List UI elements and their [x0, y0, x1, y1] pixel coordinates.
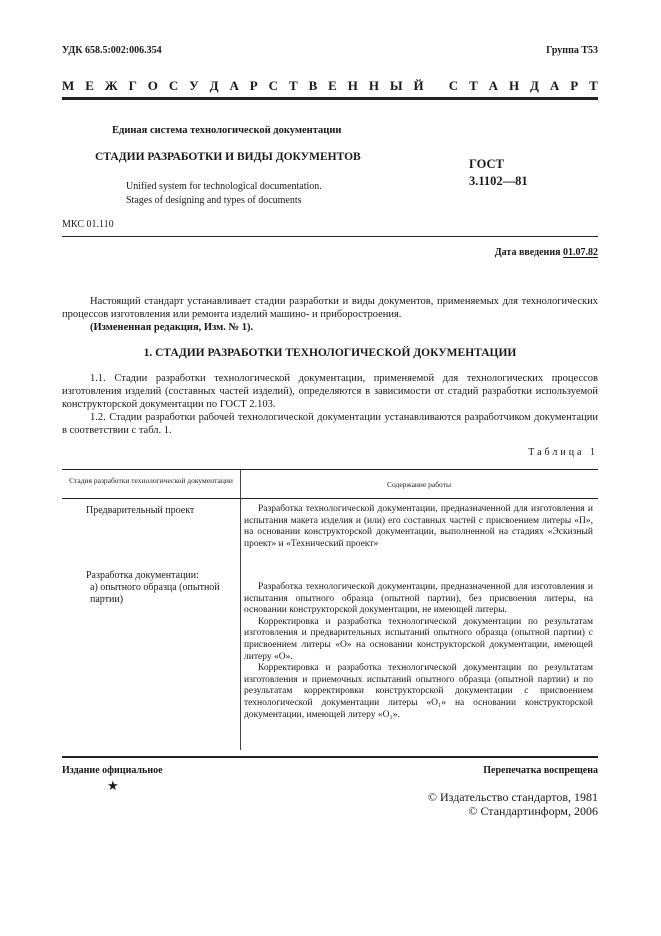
gost-designation	[469, 156, 528, 190]
heading-letter: С	[448, 78, 459, 93]
heading-letter: С	[268, 78, 279, 93]
interstate-standard-heading	[62, 78, 598, 94]
table-header-content: Содержание работы	[386, 480, 452, 489]
table-row2-content	[244, 582, 593, 721]
heading-letter: Й	[413, 78, 424, 93]
row2-content-2: Корректировка и разработка технологической документации по результатам изготовления и предварительных испытаний опытного образца (опытной партии) с присвоением литеры «О» на основании конструкторской документации, имеющей литеру «О».	[244, 616, 593, 662]
group-code: Группа Т53	[546, 45, 598, 56]
paragraph-1-2: 1.2. Стадии разработки рабочей технологической документации устанавливаются разработчиком документации в соответствии с табл. 1.	[62, 412, 598, 436]
paragraph-1-1: 1.1. Стадии разработки технологической документации, применяемой для технологических процессов изготовления изделий (составных частей изделий), определяются в зависимости от стадий разработки используемой конструкторской документации по ГОСТ 2.103.	[62, 373, 598, 410]
section-paragraphs	[62, 372, 598, 437]
heading-letter: У	[189, 78, 199, 93]
heading-letter: Ж	[104, 78, 118, 93]
heading-letter: А	[549, 78, 560, 93]
heading-rule	[62, 97, 598, 100]
table-header-stage: Стадия разработки технологической документации	[69, 476, 233, 485]
reprint-notice: Перепечатка воспрещена	[483, 765, 598, 776]
mks-code: МКС 01.110	[62, 219, 114, 230]
heading-letter: Т	[288, 78, 298, 93]
table-column-divider	[240, 470, 241, 750]
heading-letter: Н	[347, 78, 358, 93]
heading-letter: Р	[570, 78, 579, 93]
system-name: Единая система технологической документации	[112, 125, 342, 136]
introduction-date-value: 01.07.82	[563, 247, 598, 258]
star-icon: ★	[107, 778, 119, 793]
table-row1-stage: Предварительный проект	[86, 505, 195, 516]
heading-letter	[435, 78, 438, 94]
english-title-line2: Stages of designing and types of documents	[126, 195, 302, 206]
heading-letter: Е	[328, 78, 337, 93]
heading-letter: В	[308, 78, 318, 93]
intro-text: Настоящий стандарт устанавливает стадии разработки и виды документов, применяемых для технологических процессов изготовления или ремонта изделий машино- и приборостроения.	[62, 296, 598, 320]
heading-letter: Р	[249, 78, 258, 93]
english-title-line1: Unified system for technological documentation.	[126, 181, 322, 192]
heading-letter: Т	[589, 78, 598, 93]
row2-stage-title: Разработка документации:	[86, 570, 199, 581]
document-title: СТАДИИ РАЗРАБОТКИ И ВИДЫ ДОКУМЕНТОВ	[95, 151, 361, 163]
english-title	[126, 180, 322, 208]
heading-letter: Н	[508, 78, 520, 93]
title-rule	[62, 236, 598, 237]
row2-stage-sub: а) опытного образца (опытной партии)	[90, 582, 220, 605]
udk-code: УДК 658.5:002:006.354	[62, 45, 162, 56]
footer-rule	[62, 756, 598, 758]
official-edition: Издание официальное	[62, 765, 163, 776]
table-row2-stage	[86, 570, 240, 606]
row2-content-3: Корректировка и разработка технологической документации по результатам изготовления и приемочных испытаний опытного образца (опытной партии) и по результатам корректировки конструкторской документации с присвоением технологической документации литеры «О₁» на основании конструкторской документации, имеющей литеру «О₁».	[244, 663, 593, 720]
heading-letter: Н	[368, 78, 379, 93]
heading-letter: Ы	[389, 78, 403, 93]
table-top-rule	[62, 469, 598, 470]
heading-letter: М	[62, 78, 75, 93]
section-heading: 1. СТАДИИ РАЗРАБОТКИ ТЕХНОЛОГИЧЕСКОЙ ДОКУМЕНТАЦИИ	[143, 347, 517, 359]
table-caption: Таблица 1	[528, 447, 598, 458]
copyright-line2: © Стандартинформ, 2006	[468, 804, 598, 818]
gost-number: 3.1102—81	[469, 174, 528, 188]
copyright-block	[428, 790, 598, 818]
heading-letter: А	[488, 78, 499, 93]
heading-letter: С	[168, 78, 179, 93]
introduction-date-label: Дата введения	[494, 247, 561, 258]
heading-letter: О	[147, 78, 158, 93]
intro-paragraph	[62, 295, 598, 334]
intro-change-note: (Измененная редакция, Изм. № 1).	[90, 322, 254, 333]
heading-letter: Т	[469, 78, 478, 93]
copyright-line1: © Издательство стандартов, 1981	[427, 790, 598, 804]
row1-content-text: Разработка технологической документации, предназначенной для изготовления и испытания макета изделия и (или) его составных частей с присвоением литеры «П», на основании конструкторской документации, выполненной на стадиях «Эскизный проект» и «Технический проект»	[244, 504, 593, 549]
table-header-rule	[62, 498, 598, 499]
introduction-date	[495, 247, 598, 258]
table-row1-content	[244, 504, 593, 550]
heading-letter: А	[229, 78, 239, 93]
gost-label: ГОСТ	[469, 157, 504, 171]
row2-content-1: Разработка технологической документации, предназначенной для изготовления и испытания опытного образца (опытной партии), без присвоения литеры, на основании конструкторской документации, не имеющей литеры.	[244, 582, 593, 616]
heading-letter: Г	[128, 78, 137, 93]
heading-letter: Д	[209, 78, 219, 93]
heading-letter: Д	[530, 78, 539, 93]
heading-letter: Е	[85, 78, 94, 93]
